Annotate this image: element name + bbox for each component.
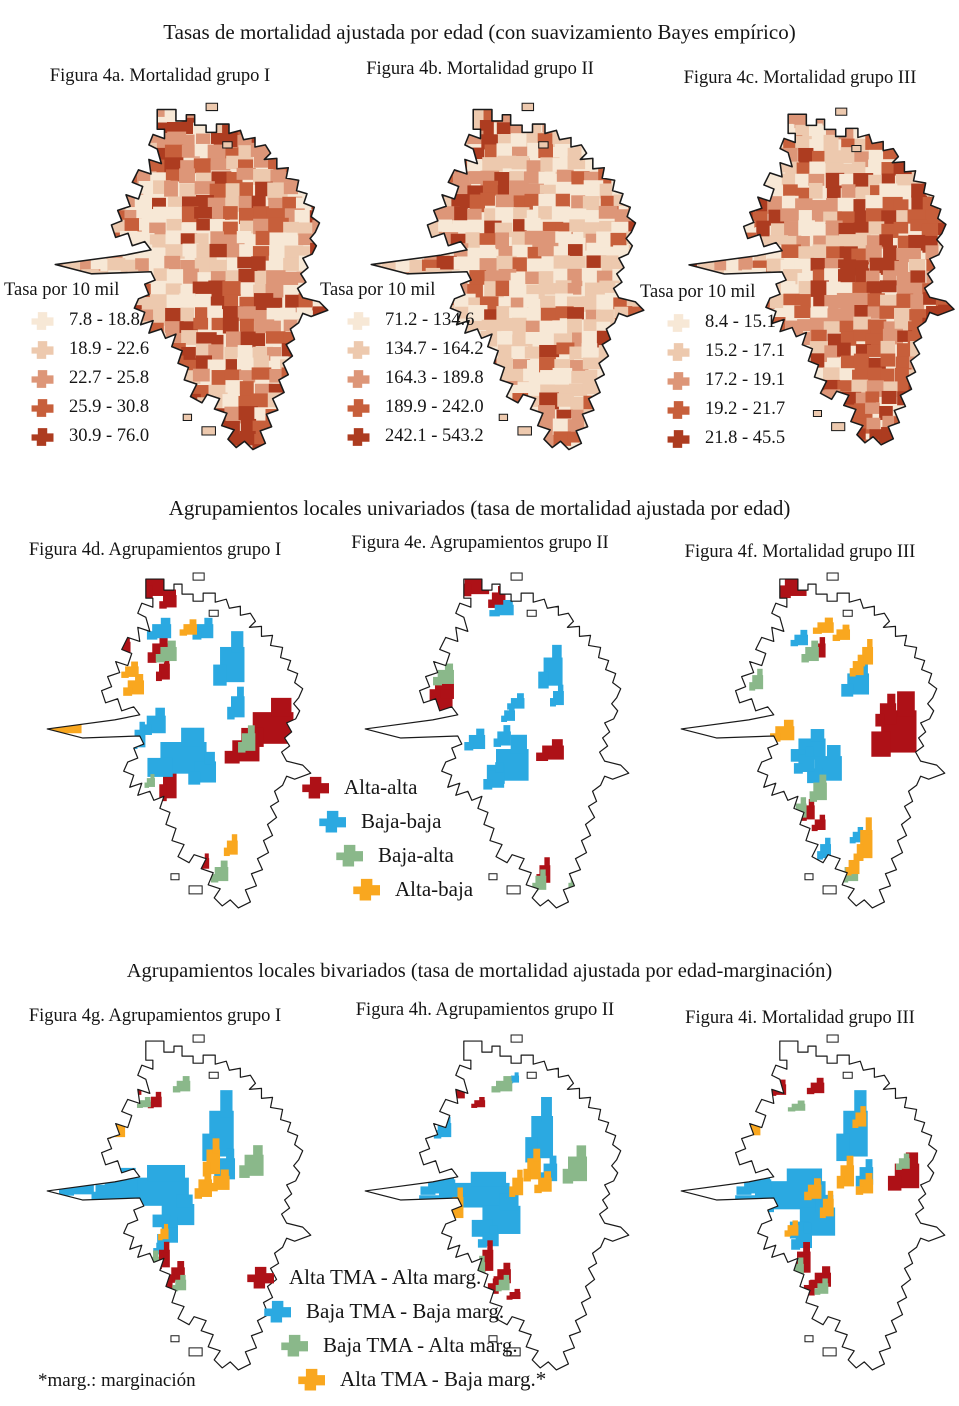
legend-4b-title: Tasa por 10 mil <box>320 280 436 300</box>
legend-label: Baja TMA - Baja marg. <box>306 1298 505 1323</box>
baja-alta-swatch-icon <box>277 1331 311 1359</box>
legend-item <box>320 364 484 393</box>
legend-item <box>4 422 149 451</box>
legend-4a <box>4 280 149 451</box>
alta-alta-swatch-icon <box>243 1263 277 1291</box>
legend-item <box>4 364 149 393</box>
baja-baja-swatch-icon <box>260 1297 294 1325</box>
class-2-swatch-icon <box>664 340 692 363</box>
bivariate-cluster-legend <box>243 1260 546 1396</box>
class-range: 25.9 - 30.8 <box>69 397 150 417</box>
legend-item <box>640 424 785 453</box>
class-range: 21.8 - 45.5 <box>705 428 786 448</box>
figure-4i-label: Figura 4i. Mortalidad grupo III <box>685 1008 915 1028</box>
legend-item <box>4 393 149 422</box>
legend-item <box>640 395 785 424</box>
figure-4b-label: Figura 4b. Mortalidad grupo II <box>366 59 594 79</box>
class-range: 7.8 - 18.8 <box>69 310 140 330</box>
section1-title: Tasas de mortalidad ajustada por edad (con suavizamiento Bayes empírico) <box>163 20 796 44</box>
legend-item <box>320 335 484 364</box>
legend-item-baja-baja <box>315 804 473 838</box>
figure-4d-label: Figura 4d. Agrupamientos grupo I <box>28 540 282 560</box>
class-5-swatch-icon <box>28 425 56 448</box>
baja-baja-swatch-icon <box>315 807 349 835</box>
figure-4g-label: Figura 4g. Agrupamientos grupo I <box>28 1006 282 1026</box>
legend-item <box>640 366 785 395</box>
legend-item <box>640 308 785 337</box>
alta-alta-swatch-icon <box>298 773 332 801</box>
legend-item <box>640 337 785 366</box>
figure-4h-label: Figura 4h. Agrupamientos grupo II <box>355 1000 615 1020</box>
figure-4a-label: Figura 4a. Mortalidad grupo I <box>49 66 271 86</box>
legend-label: Baja-alta <box>378 842 454 867</box>
class-range: 18.9 - 22.6 <box>69 339 150 359</box>
class-1-swatch-icon <box>664 311 692 334</box>
cluster-map-4i <box>676 1028 948 1380</box>
class-2-swatch-icon <box>344 338 372 361</box>
figure-4e-label: Figura 4e. Agrupamientos grupo II <box>351 533 609 553</box>
class-4-swatch-icon <box>344 396 372 419</box>
legend-item-baja-alta <box>332 838 473 872</box>
legend-label: Alta-alta <box>344 774 418 799</box>
cluster-map-4d <box>42 566 314 918</box>
legend-label: Alta-baja <box>395 876 474 901</box>
legend-item <box>320 422 484 451</box>
class-1-swatch-icon <box>28 309 56 332</box>
cluster-map-4f <box>676 566 948 918</box>
class-2-swatch-icon <box>28 338 56 361</box>
univariate-cluster-legend <box>298 770 473 906</box>
legend-label: Alta TMA - Baja marg.* <box>340 1366 547 1391</box>
legend-item <box>4 335 149 364</box>
legend-label: Baja TMA - Alta marg. <box>323 1332 518 1357</box>
class-4-swatch-icon <box>664 398 692 421</box>
class-5-swatch-icon <box>344 425 372 448</box>
legend-label: Baja-baja <box>361 808 442 833</box>
class-range: 22.7 - 25.8 <box>69 368 150 388</box>
class-1-swatch-icon <box>344 309 372 332</box>
figure-4f-label: Figura 4f. Mortalidad grupo III <box>684 542 916 562</box>
legend-4a-title: Tasa por 10 mil <box>4 280 120 300</box>
class-3-swatch-icon <box>28 367 56 390</box>
section3-title: Agrupamientos locales bivariados (tasa de mortalidad ajustada por edad-marginación) <box>126 960 833 982</box>
class-range: 8.4 - 15.1 <box>705 312 776 332</box>
legend-item-baja-tma-baja-marg <box>260 1294 546 1328</box>
legend-item-baja-tma-alta-marg <box>277 1328 546 1362</box>
class-range: 17.2 - 19.1 <box>705 370 786 390</box>
legend-item-alta-baja <box>349 872 473 906</box>
class-range: 164.3 - 189.8 <box>385 368 484 388</box>
legend-item-alta-tma-baja-marg <box>294 1362 546 1396</box>
class-range: 19.2 - 21.7 <box>705 399 786 419</box>
legend-4c-title: Tasa por 10 mil <box>640 282 756 302</box>
legend-item-alta-tma-alta-marg <box>243 1260 546 1294</box>
class-range: 30.9 - 76.0 <box>69 426 150 446</box>
legend-item <box>4 306 149 335</box>
alta-baja-swatch-icon <box>294 1365 328 1393</box>
class-range: 242.1 - 543.2 <box>385 426 484 446</box>
class-range: 15.2 - 17.1 <box>705 341 786 361</box>
section2-title: Agrupamientos locales univariados (tasa de mortalidad ajustada por edad) <box>168 496 791 520</box>
baja-alta-swatch-icon <box>332 841 366 869</box>
class-range: 71.2 - 134.6 <box>385 310 475 330</box>
footnote-marginacion: *marg.: marginación <box>38 1370 196 1391</box>
legend-4c <box>640 282 785 453</box>
legend-4b <box>320 280 484 451</box>
class-range: 189.9 - 242.0 <box>385 397 484 417</box>
legend-item <box>320 306 484 335</box>
class-3-swatch-icon <box>344 367 372 390</box>
figure-4c-label: Figura 4c. Mortalidad grupo III <box>683 68 917 88</box>
class-5-swatch-icon <box>664 427 692 450</box>
class-range: 134.7 - 164.2 <box>385 339 484 359</box>
legend-item-alta-alta <box>298 770 473 804</box>
alta-baja-swatch-icon <box>349 875 383 903</box>
legend-item <box>320 393 484 422</box>
legend-label: Alta TMA - Alta marg. <box>289 1264 482 1289</box>
class-4-swatch-icon <box>28 396 56 419</box>
class-3-swatch-icon <box>664 369 692 392</box>
